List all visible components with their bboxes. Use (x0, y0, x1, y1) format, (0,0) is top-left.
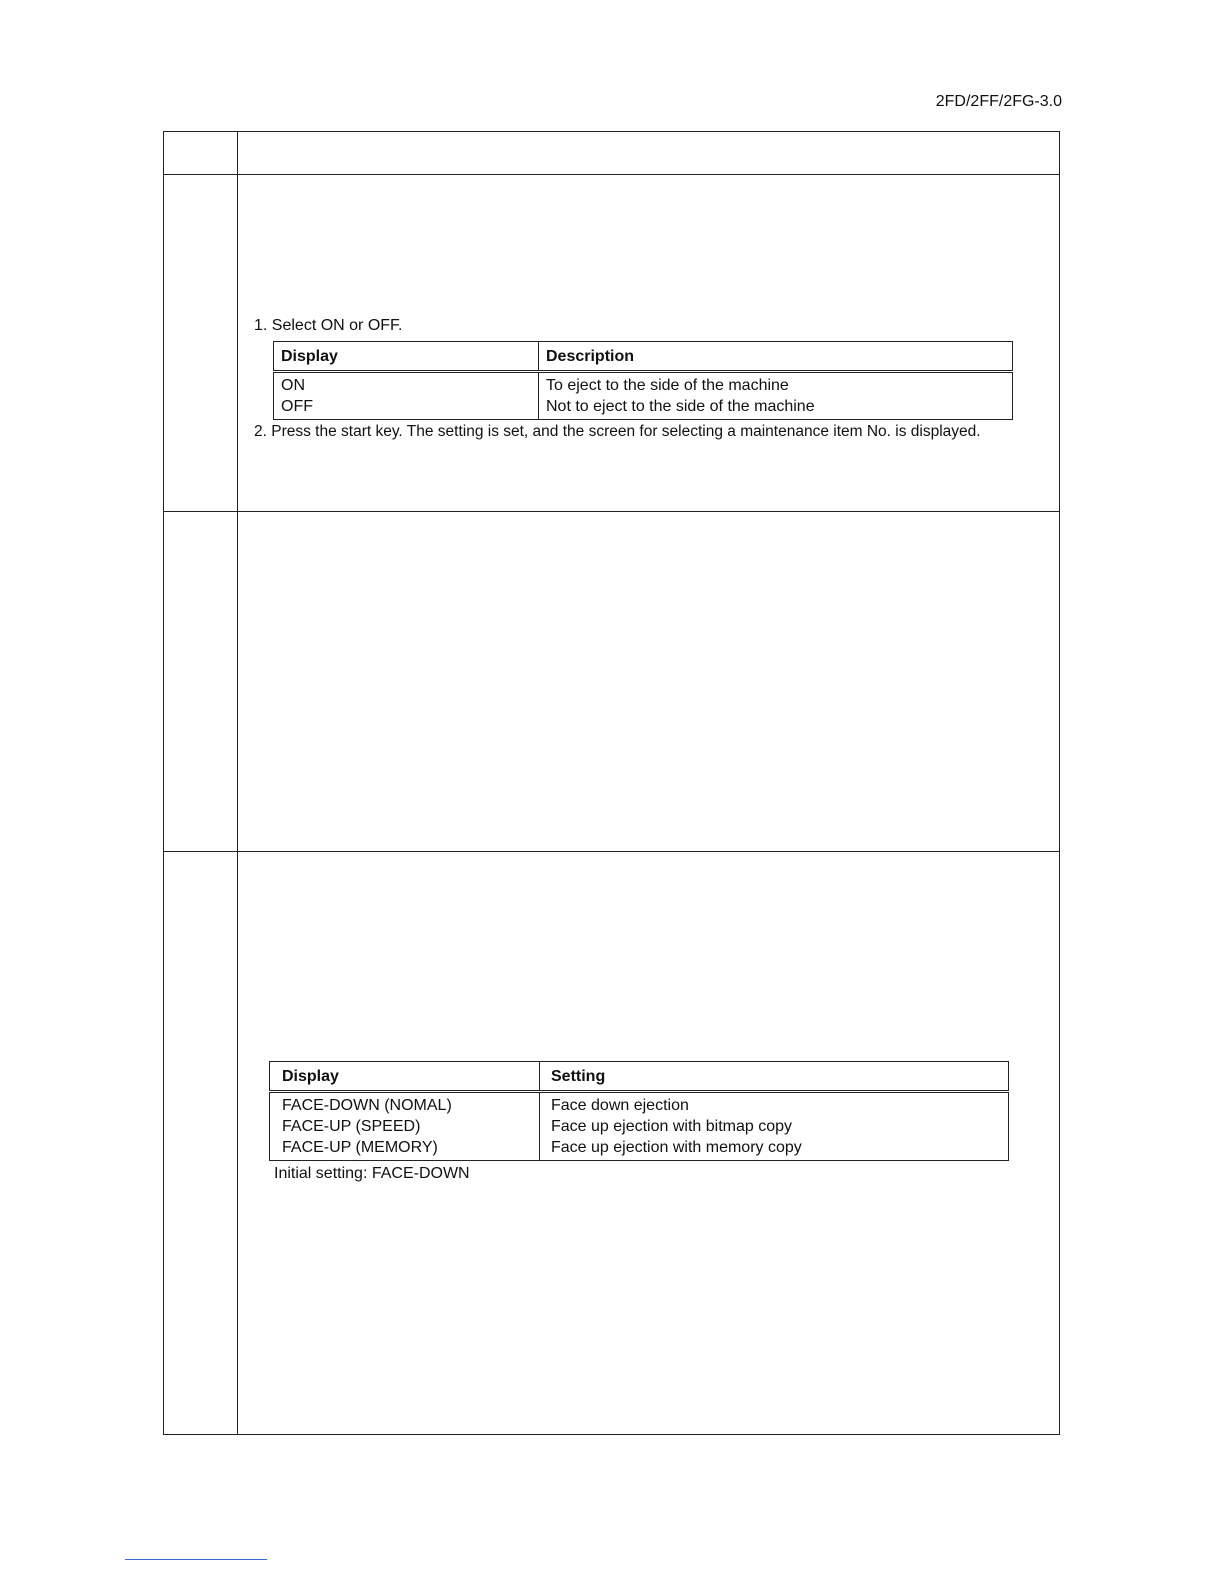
display-value: FACE-UP (SPEED) (282, 1118, 421, 1135)
setting-value: Face up ejection with memory copy (551, 1139, 802, 1156)
face-mode-table (269, 1061, 1009, 1161)
display-value: FACE-UP (MEMORY) (282, 1139, 438, 1156)
header-row-divider (164, 174, 1059, 175)
column-header-setting: Setting (540, 1062, 1009, 1092)
column-divider (237, 132, 238, 1434)
row-divider-1 (164, 511, 1059, 512)
footer-link-underline[interactable] (125, 1559, 267, 1560)
side-eject-table (273, 341, 1013, 420)
setting-value: Face up ejection with bitmap copy (551, 1118, 793, 1135)
table-row (274, 372, 1013, 420)
column-header-display: Display (274, 342, 539, 372)
row-divider-2 (164, 851, 1059, 852)
setting-value: Face down ejection (551, 1097, 689, 1114)
step-2-text: 2. Press the start key. The setting is set, and the screen for selecting a maintenance item No. is displayed. (254, 423, 981, 440)
table-row (270, 1092, 1009, 1161)
description-value: Not to eject to the side of the machine (546, 398, 815, 415)
description-value: To eject to the side of the machine (546, 377, 789, 394)
display-value: FACE-DOWN (NOMAL) (282, 1097, 452, 1114)
document-code: 2FD/2FF/2FG-3.0 (935, 93, 1062, 110)
column-header-description: Description (539, 342, 1013, 372)
display-value: ON (281, 377, 305, 394)
initial-setting-text: Initial setting: FACE-DOWN (274, 1165, 470, 1182)
column-header-display: Display (270, 1062, 540, 1092)
display-value: OFF (281, 398, 313, 415)
step-1-text: 1. Select ON or OFF. (254, 317, 403, 334)
